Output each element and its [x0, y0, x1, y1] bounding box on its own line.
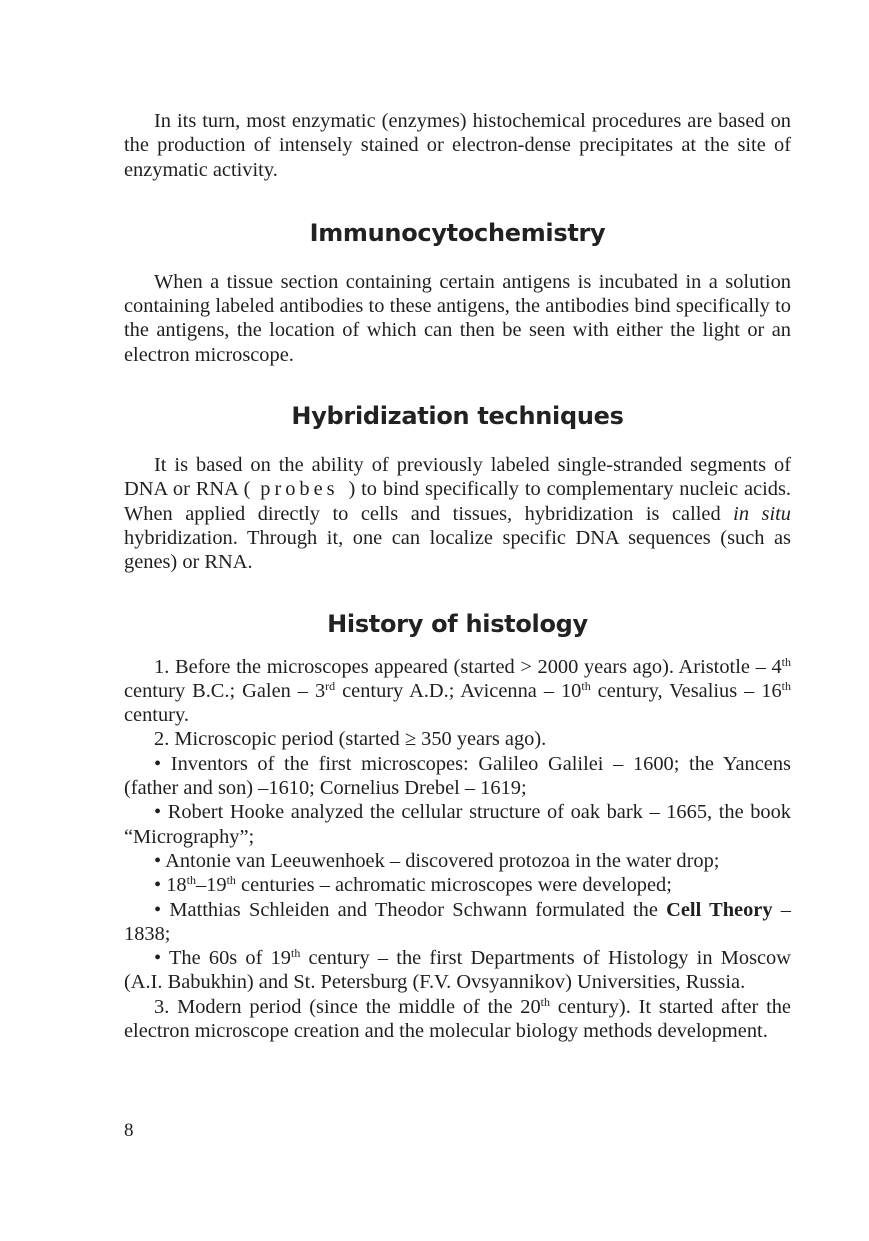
history-item-1: [124, 655, 791, 728]
cell-theory-term: Cell Theory: [666, 898, 773, 921]
history-bullet-4: [124, 873, 791, 897]
superscript: th: [291, 946, 301, 961]
hybridization-text-3: hybridization. Through it, one can localize specific DNA sequences (such as genes) or RNA.: [124, 526, 791, 574]
history-bullet-4-text-c: centuries – achromatic microscopes were developed;: [235, 874, 672, 897]
history-bullet-2-text: • Robert Hooke analyzed the cellular structure of oak bark – 1665, the book “Micrography”;: [124, 801, 791, 848]
history-bullet-6-text-a: • The 60s of 19: [154, 947, 291, 970]
superscript: th: [186, 873, 196, 888]
superscript: th: [540, 994, 551, 1009]
history-item-3-text-b: century). It started after the electron microscope creation and the molecular biology methods development.: [124, 995, 791, 1043]
history-bullet-5-text-b: – 1838;: [124, 898, 791, 945]
history-item-1-text-d: century, Vesalius – 16: [590, 679, 782, 702]
history-heading: History of histology: [327, 609, 588, 638]
history-bullet-3: [124, 849, 791, 873]
hybridization-heading: Hybridization techniques: [291, 402, 624, 431]
history-bullet-5-text-a: • Matthias Schleiden and Theodor Schwann formulated the: [154, 898, 667, 921]
immunocytochemistry-text: When a tissue section containing certain antigens is incubated in a solution containing labeled antibodies to these antigens, the antibodies bind specifically to the antigens, the location of which can then be seen with either the light or an electron microscope.: [124, 270, 791, 366]
history-bullet-6: [124, 946, 791, 995]
immunocytochemistry-heading: Immunocytochemistry: [309, 218, 606, 247]
intro-paragraph: [124, 109, 791, 182]
history-bullet-4-text-b: –19: [195, 874, 227, 897]
immunocytochemistry-paragraph: [124, 270, 791, 367]
superscript: th: [226, 873, 236, 888]
history-item-1-text-c: century A.D.; Avicenna – 10: [335, 679, 582, 702]
history-item-3: [124, 995, 791, 1044]
history-item-2-text: 2. Microscopic period (started ≥ 350 years ago).: [154, 728, 547, 751]
history-item-3-text-a: 3. Modern period (since the middle of the 20: [154, 995, 541, 1018]
history-item-2: [124, 727, 791, 751]
history-item-1-text-e: century.: [124, 704, 189, 727]
history-bullet-6-text-b: century – the first Departments of Histology in Moscow (A.I. Babukhin) and St. Petersburg (F.V. Ovsyannikov) Universities, Russia.: [124, 947, 791, 994]
in-situ-term: in situ: [733, 502, 791, 525]
history-bullet-1-text: • Inventors of the first microscopes: Galileo Galilei – 1600; the Yancens (father and son) –1610; Cornelius Drebel – 1619;: [124, 752, 791, 800]
history-item-1-text-b: century B.C.; Galen – 3: [124, 679, 326, 702]
superscript: th: [581, 678, 591, 693]
intro-text: In its turn, most enzymatic (enzymes) histochemical procedures are based on the production of intensely stained or electron-dense precipitates at the site of enzymatic activity.: [124, 110, 791, 181]
superscript: th: [781, 654, 791, 669]
superscript: th: [781, 678, 792, 693]
hybridization-text-1: It is based on the ability of previously labeled single-stranded segments of DNA or RNA (: [124, 454, 791, 501]
history-bullet-2: [124, 800, 791, 849]
probes-term: probes: [250, 478, 349, 501]
history-bullet-4-text-a: • 18: [154, 874, 187, 897]
history-bullet-1: [124, 752, 791, 801]
hybridization-paragraph: [124, 453, 791, 574]
page-number: 8: [124, 1120, 134, 1141]
history-bullet-5: [124, 898, 791, 947]
superscript: rd: [325, 678, 336, 693]
history-item-1-text-a: 1. Before the microscopes appeared (started > 2000 years ago). Aristotle – 4: [154, 655, 782, 678]
page-content: [124, 109, 791, 1043]
history-bullet-3-text: • Antonie van Leeuwenhoek – discovered protozoa in the water drop;: [154, 849, 720, 872]
hybridization-text-2: ) to bind specifically to complementary nucleic acids. When applied directly to cells and tissues, hybridization is called: [124, 478, 792, 525]
